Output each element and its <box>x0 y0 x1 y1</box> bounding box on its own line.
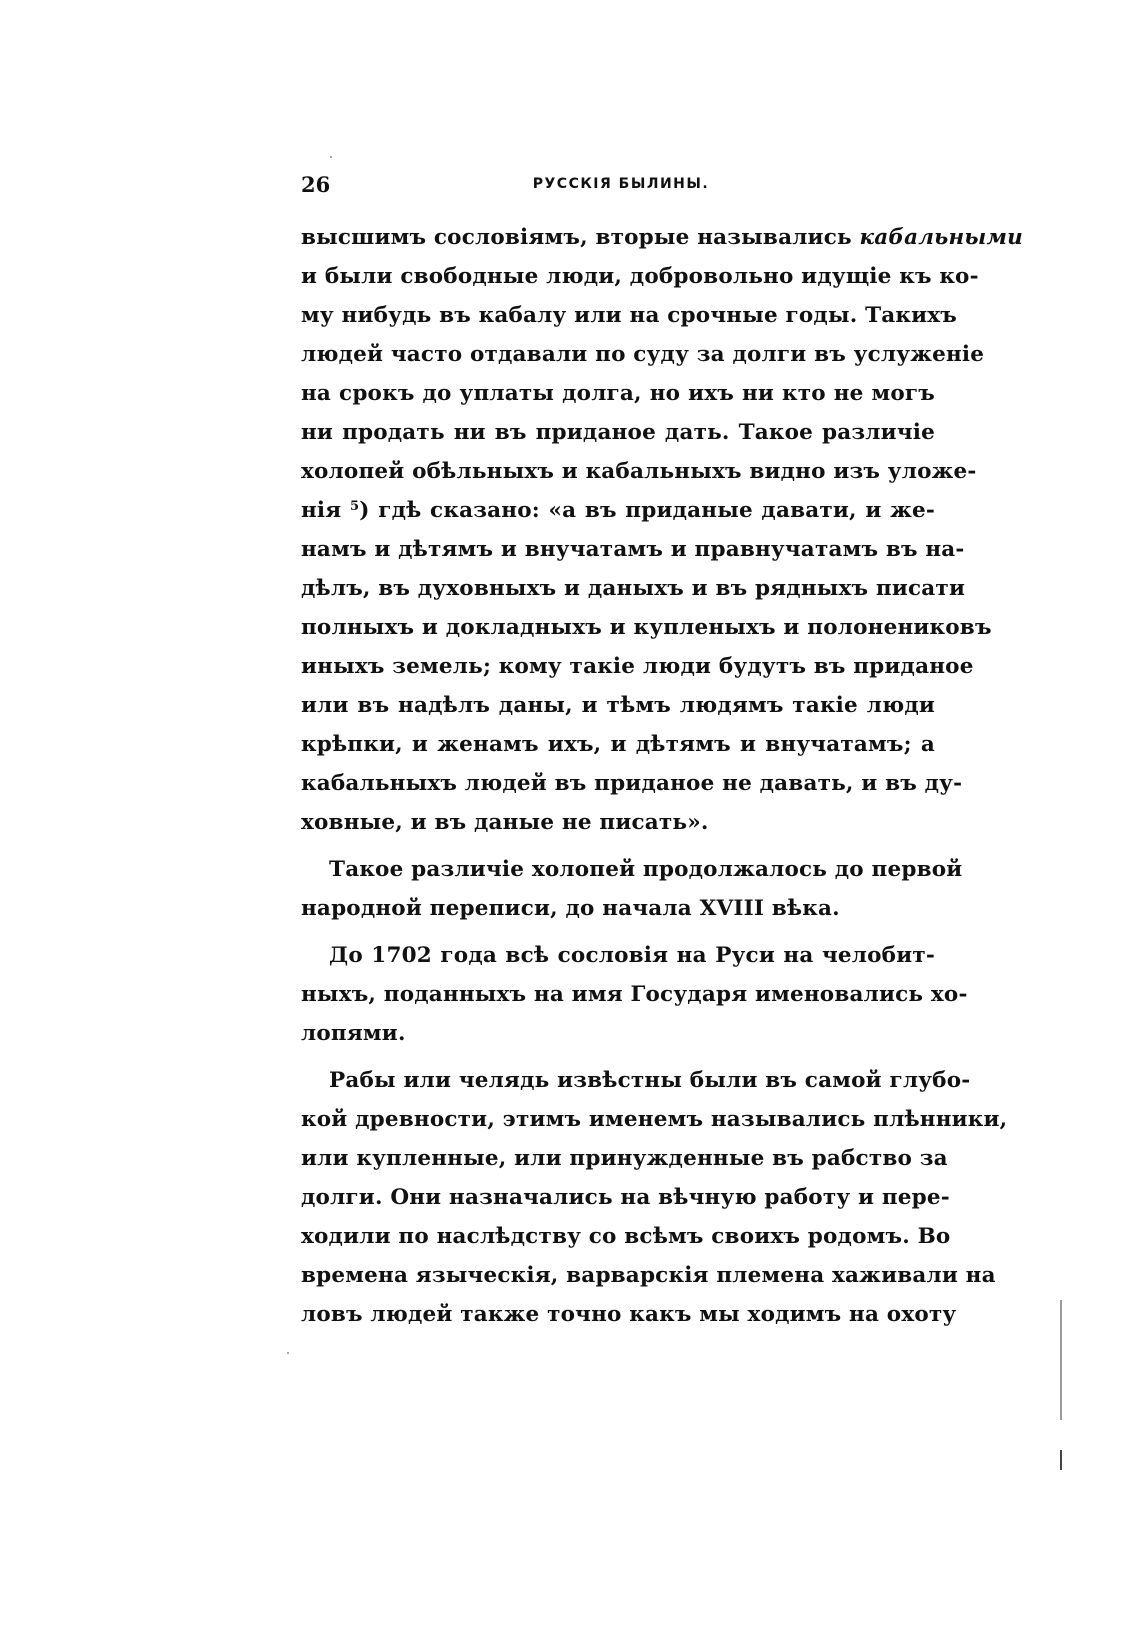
scan-speck <box>330 156 332 158</box>
paragraph-2 <box>301 850 963 928</box>
scan-edge-mark <box>1060 1300 1062 1420</box>
running-title: РУССКІЯ БЫЛИНЫ. <box>532 176 710 192</box>
text-line: кой древности, этимъ именемъ назывались плѣнники, <box>301 1107 1008 1132</box>
text-line: намъ и дѣтямъ и внучатамъ и правнучатамъ въ на- <box>301 537 965 562</box>
page-header <box>301 168 935 208</box>
italic-term: кабальными <box>859 225 1023 250</box>
text-line: ходили по наслѣдству со всѣмъ своихъ родомъ. Во <box>301 1224 951 1249</box>
text-span: ) гдѣ сказано: «а въ приданые давати, и же- <box>359 498 935 523</box>
text-span: нія <box>301 498 350 523</box>
text-line: иныхъ земель; кому такіе люди будутъ въ приданое <box>301 654 974 679</box>
text-line: кабальныхъ людей въ приданое не давать, и въ ду- <box>301 771 963 796</box>
text-line: Рабы или челядь извѣстны были въ самой глубо- <box>329 1068 971 1093</box>
text-line: Такое различіе холопей продолжалось до первой <box>329 857 963 882</box>
page-number: 26 <box>301 172 331 197</box>
text-line: крѣпки, и женамъ ихъ, и дѣтямъ и внучатамъ; а <box>301 732 935 757</box>
text-line: времена языческія, варварскія племена хаживали на <box>301 1263 996 1288</box>
text-line <box>301 218 1023 257</box>
text-line: людей часто отдавали по суду за долги въ услуженіе <box>301 342 985 367</box>
text-line: ховные, и въ даные не писать». <box>301 810 709 835</box>
paragraph-1 <box>301 218 1023 842</box>
paragraph-4 <box>301 1061 1008 1334</box>
text-line: полныхъ и докладныхъ и купленыхъ и полонениковъ <box>301 615 992 640</box>
text-line: на срокъ до уплаты долга, но ихъ ни кто не могъ <box>301 381 935 406</box>
text-line: ни продать ни въ приданое дать. Такое различіе <box>301 420 935 445</box>
text-line: или купленные, или принужденные въ рабство за <box>301 1146 948 1171</box>
body-text <box>301 218 1023 1334</box>
text-line <box>301 491 935 530</box>
text-line: лопями. <box>301 1021 406 1046</box>
paragraph-gap <box>301 1053 935 1061</box>
text-line: холопей обѣльныхъ и кабальныхъ видно изъ уложе- <box>301 459 977 484</box>
scan-edge-mark <box>1060 1450 1062 1470</box>
text-span: высшимъ сословіямъ, вторые назывались <box>301 225 860 250</box>
text-line: ловъ людей также точно какъ мы ходимъ на охоту <box>301 1302 957 1327</box>
text-line: дѣлъ, въ духовныхъ и даныхъ и въ рядныхъ писати <box>301 576 966 601</box>
text-line: До 1702 года всѣ сословія на Руси на челобит- <box>329 943 935 968</box>
scan-speck <box>287 1352 289 1354</box>
text-line: ныхъ, поданныхъ на имя Государя именовались хо- <box>301 982 968 1007</box>
text-line: или въ надѣлъ даны, и тѣмъ людямъ такіе люди <box>301 693 935 718</box>
paragraph-gap <box>301 842 935 850</box>
text-line: му нибудь въ кабалу или на срочные годы. Такихъ <box>301 303 957 328</box>
text-line: долги. Они назначались на вѣчную работу и пере- <box>301 1185 950 1210</box>
paragraph-gap <box>301 928 935 936</box>
footnote-ref: 5 <box>350 499 360 514</box>
paragraph-3 <box>301 936 968 1053</box>
text-line: народной переписи, до начала XVIII вѣка. <box>301 896 840 921</box>
text-line: и были свободные люди, добровольно идущіе къ ко- <box>301 264 979 289</box>
